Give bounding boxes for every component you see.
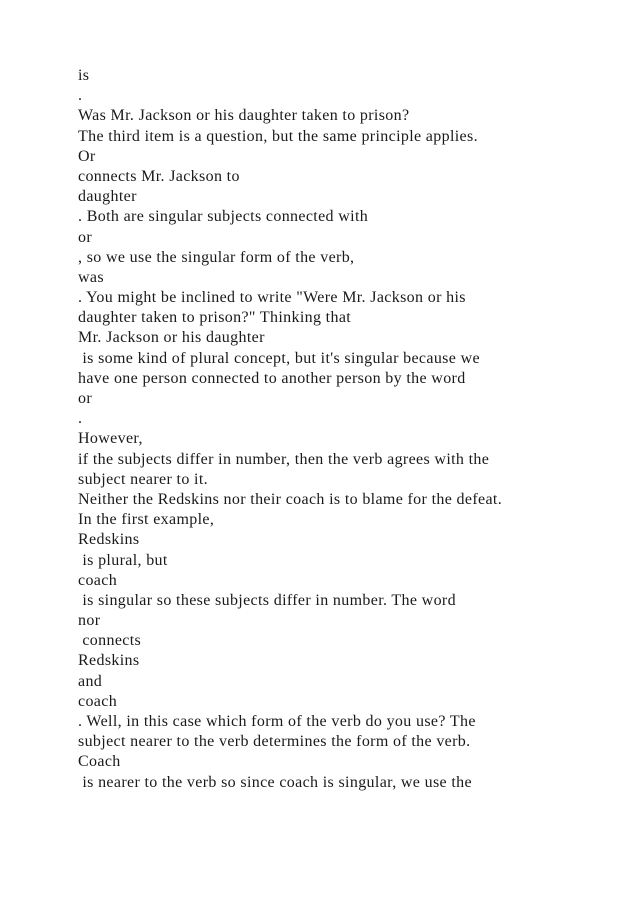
- text-line: Mr. Jackson or his daughter: [78, 329, 265, 347]
- text-line: was: [78, 268, 104, 286]
- text-line: Was Mr. Jackson or his daughter taken to prison?: [78, 107, 410, 125]
- text-line: The third item is a question, but the same principle applies.: [78, 127, 478, 145]
- text-line: .: [78, 87, 83, 105]
- text-line: or: [78, 228, 93, 246]
- text-line: However,: [78, 430, 143, 448]
- text-line: .: [78, 410, 83, 428]
- text-line: is some kind of plural concept, but it's singular because we: [78, 349, 480, 367]
- text-line: connects Mr. Jackson to: [78, 167, 240, 185]
- text-line: if the subjects differ in number, then the verb agrees with the: [78, 450, 490, 468]
- text-line: . Well, in this case which form of the verb do you use? The: [78, 713, 476, 730]
- text-line: daughter: [78, 188, 137, 206]
- text-line: Coach: [78, 753, 121, 771]
- text-line: connects: [78, 632, 142, 650]
- text-line: . You might be inclined to write "Were Mr. Jackson or his: [78, 289, 466, 307]
- text-line: coach: [78, 692, 118, 710]
- text-line: nor: [78, 612, 101, 630]
- text-line: or: [78, 390, 93, 407]
- text-line: Redskins: [78, 652, 140, 670]
- text-line: have one person connected to another person by the word: [78, 369, 466, 387]
- text-line: . Both are singular subjects connected with: [78, 208, 369, 226]
- text-line: coach: [78, 571, 118, 589]
- text-line: is nearer to the verb so since coach is singular, we use the: [78, 773, 472, 791]
- text-line: , so we use the singular form of the verb,: [78, 248, 355, 266]
- text-line: subject nearer to it.: [78, 470, 208, 488]
- text-line: and: [78, 672, 103, 690]
- text-line: is: [78, 67, 90, 84]
- text-line: subject nearer to the verb determines the form of the verb.: [78, 733, 471, 751]
- text-line: is singular so these subjects differ in number. The word: [78, 591, 456, 609]
- text-line: Redskins: [78, 531, 140, 549]
- text-line: is plural, but: [78, 551, 168, 569]
- text-line: Or: [78, 147, 96, 165]
- text-line: Neither the Redskins nor their coach is to blame for the defeat.: [78, 490, 503, 508]
- text-line: In the first example,: [78, 511, 215, 529]
- text-line: daughter taken to prison?" Thinking that: [78, 309, 352, 327]
- document-text: [78, 66, 618, 793]
